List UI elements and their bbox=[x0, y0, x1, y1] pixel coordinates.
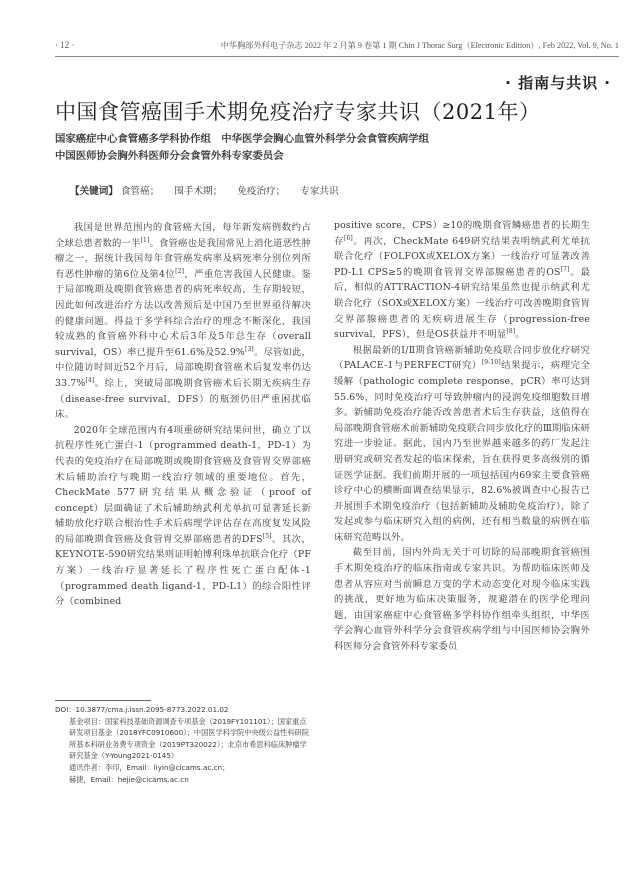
footnote-corresponding-author: 赫捷，Email：hejie@cicams.ac.cn bbox=[69, 774, 189, 784]
section-label: · 指南与共识 · bbox=[505, 74, 611, 92]
body-paragraph: 根据最新的Ⅰ/Ⅱ期食管癌新辅助免疫联合同步放化疗研究（PALACE-1与PERFECT研究）[9-10]结果提示，病理完全缓解（pathologic complete response，pCR）率可达到55.6%，同时免疫治疗可导致肿瘤内的浸润免疫细胞数目增多。新辅助免疫治疗能否改善患者术后生存获益，这值得在局部晚期食管癌术前新辅助免疫联合同步放化疗的Ⅲ期临床研究进一步验证。据此，国内乃至世界越来越多的药厂发起注册研究或研究者发起的临床探索，旨在获得更多高级别的循证医学证据。我们前期开展的一项包括国内69家主要食管癌诊疗中心的横断面调查结果显示，82.6%被调查中心报告已开展围手术期免疫治疗（包括新辅助及辅助免疫治疗），除了发起或参与临床研究入组的病例，还有相当数量的病例在临床研究范畴以外。 bbox=[334, 344, 591, 543]
body-column-right bbox=[334, 218, 590, 655]
body-paragraph: positive score，CPS）≥10的晚期食管鳞癌患者的长期生存[6]。再次，CheckMate 649研究结果表明纳武利尤单抗联合化疗（FOLFOX或XELOX方案）一线治疗可显著改善PD-L1 CPS≥5的晚期食管胃交界部腺癌患者的OS[7]。最后，相似的ATTRACTION-4研究结果虽然也提示纳武利尤联合化疗（SOX或XELOX方案）一线治疗可改善晚期食管胃交界部腺癌患者的无疾病进展生存（progression-free survival，PFS），但是OS获益并不明显[8]。 bbox=[334, 220, 590, 341]
body-paragraph: 2020年全球范围内有4项重磅研究结果问世，确立了以抗程序性死亡蛋白-1（programmed death-1，PD-1）为代表的免疫治疗在局部晚期或晚期食管癌及食管胃交界部癌术后辅助治疗与晚期一线治疗领域的重要地位。首先，CheckMate 577研究结果从概念验证（proof of concept）层面确证了术后辅助纳武利尤单抗可显著延长新辅助放化疗联合根治性手术后病理学评估存在高度复发风险的局部晚期食管癌及食管胃交界部癌患者的DFS[5]。其次，KEYNOTE-590研究结果则证明帕博利珠单抗联合化疗（PF方案）一线治疗显著延长了程序性死亡蛋白配体-1（programmed death ligand-1，PD-L1）的综合阳性评分（combined bbox=[55, 424, 311, 608]
body-column-left bbox=[55, 220, 311, 610]
keyword: 食管癌； bbox=[120, 186, 160, 197]
footnote-doi: DOI：10.3877/cma.j.issn.2095-8773.2022.01.02 bbox=[55, 705, 229, 714]
footnote-divider bbox=[55, 700, 151, 701]
running-header bbox=[55, 40, 619, 56]
article-title: 中国食管癌围手术期免疫治疗专家共识（2021年） bbox=[55, 100, 541, 124]
header-divider bbox=[55, 56, 619, 57]
keyword: 免疫治疗； bbox=[237, 186, 286, 197]
body-paragraph: 截至目前，国内外尚无关于可切除的局部晚期食管癌围手术期免疫治疗的临床指南或专家共识。为帮助临床医师及患者从容应对当前瞬息万变的学术动态变化对现今临床实践的挑战，更好地为临床决策服务，规避潜在的医学伦理问题，由国家癌症中心食管癌多学科协作组牵头组织，中华医学会胸心血管外科学分会食管疾病学组与中国医师协会胸外科医师分会食管外科专家委员 bbox=[334, 547, 590, 653]
author-line: 中国医师协会胸外科医师分会食管外科专家委员会 bbox=[55, 150, 284, 162]
author-line: 国家癌症中心食管癌多学科协作组 中华医学会胸心血管外科学分会食管疾病学组 bbox=[55, 133, 430, 145]
journal-citation: 中华胸部外科电子杂志 2022 年 2 月第 9 卷第 1 期 Chin J Thorac Surg（Electronic Edition）, Feb 2022, Vol. 9, No. 1 bbox=[220, 41, 619, 50]
keyword: 围手术期； bbox=[174, 186, 223, 197]
body-paragraph: 我国是世界范围内的食管癌大国，每年新发病例数约占全球总患者数的一半[1]。食管癌也是我国常见上消化道恶性肿瘤之一，据统计我国每年食管癌发病率及病死率分别位列所有恶性肿瘤的第6位及第4位[2]，严重危害我国人民健康。鉴于局部晚期及晚期食管癌患者的病死率较高，生存期较短，因此如何改进治疗方法以改善预后是中国乃至世界亟待解决的健康问题。得益于多学科综合治疗的理念不断深化，我国较成熟的食管癌外科中心术后3年及5年总生存（overall survival，OS）率已提升至61.6%及52.9%[3]。尽管如此，中位随访时间近52个月后，局部晚期食管癌术后复发率仍达33.7%[4]。综上，突破局部晚期食管癌术后长期无疾病生存（disease-free survival，DFS）的瓶颈仍旧严重困扰临床。 bbox=[55, 222, 311, 421]
footnote-corresponding-author: 通讯作者：李印，Email：liyin@cicams.ac.cn； bbox=[69, 762, 230, 772]
keyword: 专家共识 bbox=[300, 186, 339, 197]
keywords bbox=[70, 183, 619, 197]
page-number: · 12 · bbox=[55, 40, 75, 50]
footnote-funding: 基金项目：国家科技基础资源调查专项基金（2019FY101101）；国家重点研发项目基金（2018YFC0910600）；中国医学科学院中央级公益性科研院所基本科研业务费专项资金（2019PT320022）；北京市希思科临床肿瘤学研究基金（Y-Young2021-0145） bbox=[69, 716, 309, 761]
footnotes bbox=[55, 704, 313, 785]
author-affiliations bbox=[55, 131, 619, 165]
keywords-label: 【关键词】 bbox=[70, 186, 118, 197]
